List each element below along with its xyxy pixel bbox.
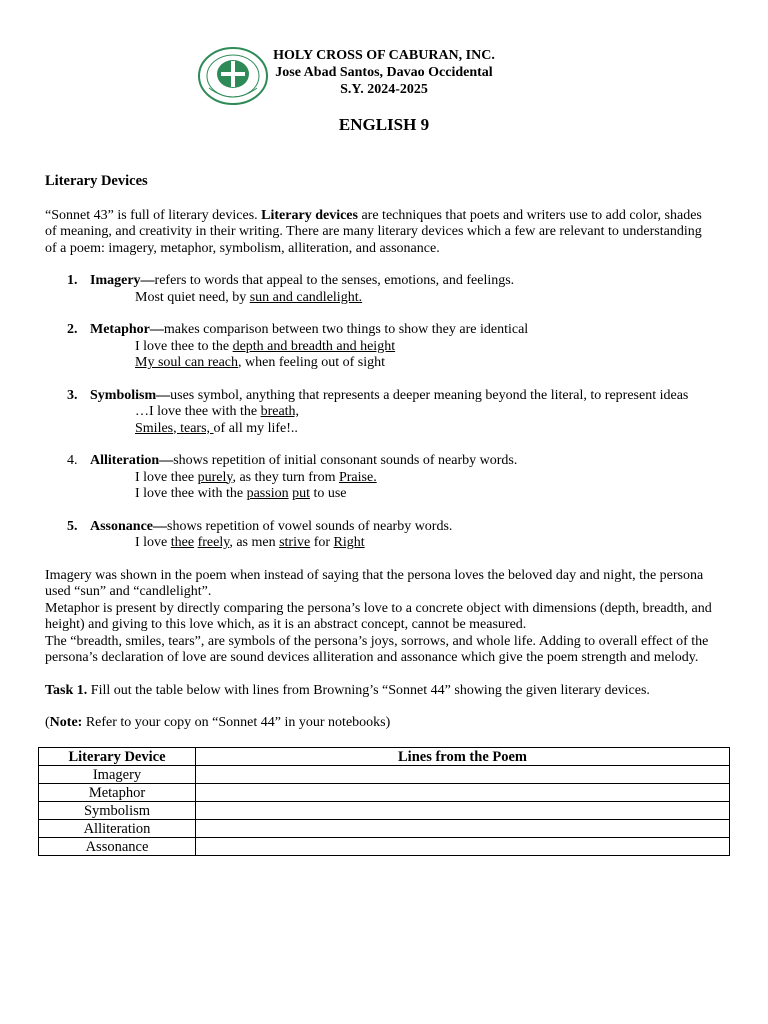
- lines-cell[interactable]: [196, 766, 730, 784]
- task-label: Task 1.: [45, 682, 88, 698]
- device-item-symbolism: [45, 388, 715, 438]
- device-name: Imagery—: [90, 273, 155, 288]
- device-item-assonance: [45, 519, 715, 552]
- device-cell: Metaphor: [39, 784, 196, 802]
- example-line: Smiles, tears, of all my life!..: [135, 420, 298, 436]
- table-header-row: [39, 748, 730, 766]
- device-definition: uses symbol, anything that represents a deeper meaning beyond the literal, to represent ideas: [170, 387, 689, 403]
- document-header: [0, 46, 768, 106]
- device-cell: Imagery: [39, 766, 196, 784]
- table-row: [39, 820, 730, 838]
- lines-cell[interactable]: [196, 802, 730, 820]
- lines-cell[interactable]: [196, 784, 730, 802]
- item-number: 5.: [67, 518, 78, 534]
- example-line: …I love thee with the breath,: [135, 404, 300, 419]
- table-row: [39, 766, 730, 784]
- device-definition: refers to words that appeal to the senses, emotions, and feelings.: [154, 273, 515, 288]
- example-line: Most quiet need, by sun and candlelight.: [135, 289, 363, 305]
- school-address: Jose Abad Santos, Davao Occidental: [275, 65, 493, 80]
- item-number: 1.: [67, 273, 78, 288]
- item-number: 2.: [67, 322, 78, 337]
- devices-list: [45, 273, 715, 552]
- item-number: 3.: [67, 387, 78, 403]
- device-cell: Alliteration: [39, 820, 196, 838]
- table-row: [39, 784, 730, 802]
- device-item-alliteration: [45, 453, 715, 503]
- device-name: Metaphor—: [90, 322, 164, 337]
- analysis-symbolism: The “breadth, smiles, tears”, are symbols of the persona’s joys, sorrows, and whole life. Adding to overall effect of the persona’s declaration of love are sound devices alliteration and assonance which give the poem strength and melody.: [45, 633, 709, 665]
- device-item-imagery: [45, 273, 715, 306]
- section-title: Literary Devices: [45, 173, 148, 189]
- device-definition: shows repetition of vowel sounds of nearby words.: [167, 518, 453, 534]
- example-line: I love thee to the depth and breadth and height: [135, 338, 396, 354]
- column-header-device: Literary Device: [39, 748, 196, 766]
- school-heading: [258, 47, 510, 98]
- analysis-imagery: Imagery was shown in the poem when instead of saying that the persona loves the beloved day and night, the persona used “sun” and “candlelight”.: [45, 567, 704, 599]
- analysis-metaphor: Metaphor is present by directly comparing the persona’s love to a concrete object with dimensions (depth, breadth, and height) and giving to this love which, as it is an abstract concept, cannot be measured.: [45, 600, 712, 632]
- device-name: Alliteration—: [90, 453, 174, 468]
- column-header-lines: Lines from the Poem: [196, 748, 730, 766]
- subject-title: ENGLISH 9: [338, 115, 430, 134]
- literary-device-table: [38, 747, 730, 856]
- school-year: S.Y. 2024-2025: [340, 82, 428, 97]
- example-line: I love thee purely, as they turn from Praise.: [135, 469, 377, 485]
- lines-cell[interactable]: [196, 820, 730, 838]
- example-line: My soul can reach, when feeling out of sight: [135, 355, 386, 370]
- example-line: I love thee with the passion put to use: [135, 486, 347, 501]
- item-number: 4.: [67, 453, 78, 468]
- lesson-body: [45, 173, 715, 732]
- task-instruction: Task 1. Fill out the table below with lines from Browning’s “Sonnet 44” showing the given literary devices.: [45, 682, 650, 698]
- table-row: [39, 802, 730, 820]
- device-cell: Symbolism: [39, 802, 196, 820]
- device-definition: shows repetition of initial consonant sounds of nearby words.: [173, 453, 518, 468]
- table-row: [39, 838, 730, 856]
- device-name: Symbolism—: [90, 387, 171, 403]
- intro-paragraph: “Sonnet 43” is full of literary devices. Literary devices are techniques that poets and writers use to add color, shades of meaning, and creativity in their writing. There are many literary devices which a few are relevant to understanding of a poem: imagery, metaphor, symbolism, alliteration, and assonance.: [45, 207, 702, 256]
- example-line: I love thee freely, as men strive for Right: [135, 535, 365, 550]
- lines-cell[interactable]: [196, 838, 730, 856]
- analysis-paragraph: [45, 568, 715, 667]
- intro-bold-term: Literary devices: [261, 207, 358, 223]
- device-item-metaphor: [45, 322, 715, 372]
- device-definition: makes comparison between two things to show they are identical: [163, 322, 529, 337]
- school-name: HOLY CROSS OF CABURAN, INC.: [273, 48, 495, 63]
- task-note: (Note: Refer to your copy on “Sonnet 44” in your notebooks): [45, 715, 391, 730]
- device-name: Assonance—: [90, 518, 168, 534]
- note-label: Note:: [49, 715, 83, 730]
- device-cell: Assonance: [39, 838, 196, 856]
